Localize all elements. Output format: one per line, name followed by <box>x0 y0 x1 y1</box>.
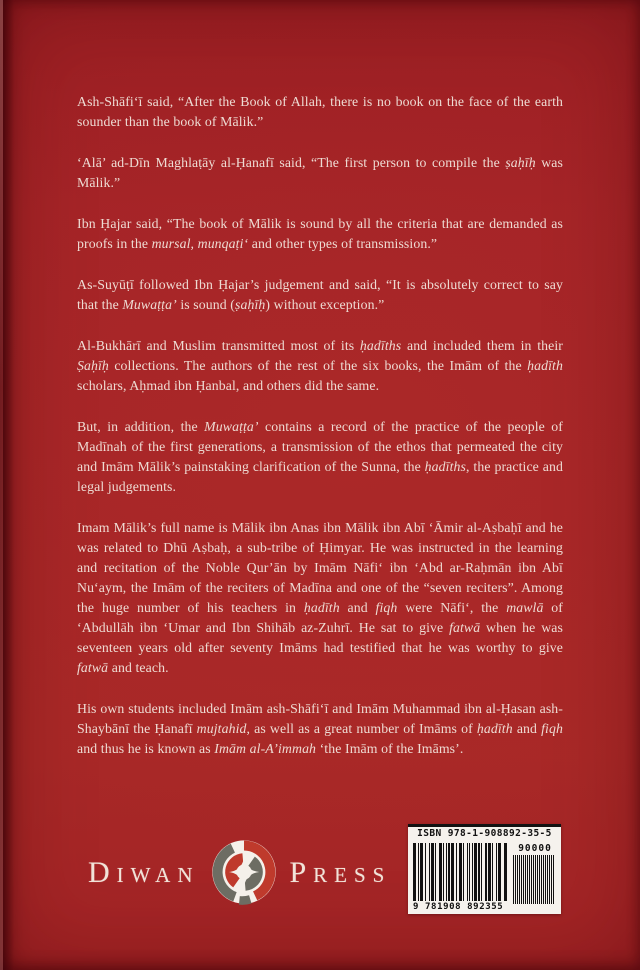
body-paragraph: His own students included Imām ash-Shāfi‘ī and Imām Muhammad ibn al-Ḥasan ash-Shaybānī the Ḥanafī mujtahid, as well as a great number of Imāms of ḥadīth and fiqh and thus he is known as Imām al-A’immah ‘the Imām of the Imāms’. <box>77 701 563 756</box>
publisher-logo <box>88 836 391 910</box>
publisher-name-left: Diwan <box>88 856 200 889</box>
publisher-name-right: Press <box>289 856 392 889</box>
body-paragraph: Al-Bukhārī and Muslim transmitted most of its ḥadīths and included them in their Ṣaḥīḥ collections. The authors of the rest of the six books, the Imām of the ḥadīth scholars, Aḥmad ibn Ḥanbal, and others did the same. <box>77 338 563 393</box>
body-paragraph: Imam Mālik’s full name is Mālik ibn Anas ibn Mālik ibn Abī ‘Āmir al-Aṣbaḥī and he was related to Dhū Aṣbaḥ, a sub-tribe of Ḥimyar. He was instructed in the learning and recitation of the Noble Qur’ān by Imām Nāfi‘ ibn ‘Abd ar-Raḥmān ibn Abī Nu‘aym, the Imām of the reciters of Madīna and one of the “seven reciters”. Among the huge number of his teachers in ḥadīth and fiqh were Nāfi‘, the mawlā of ‘Abdullāh ibn ‘Umar and Ibn Shihāb az-Zuhrī. He sat to give fatwā when he was seventeen years old after seventy Imāms had testified that he was worthy to give fatwā and teach. <box>77 520 563 675</box>
body-paragraph: Ibn Ḥajar said, “The book of Mālik is sound by all the criteria that are demanded as proofs in the mursal, munqaṭi‘ and other types of transmission.” <box>77 216 563 251</box>
body-paragraph: ‘Alā’ ad-Dīn Maghlaṭāy al-Ḥanafī said, “The first person to compile the ṣaḥīḥ was Mālik.” <box>77 155 563 190</box>
supplement-barcode-bars <box>513 855 557 904</box>
ean-digits: 9 781908 892355 <box>413 902 504 912</box>
price-code: 90000 <box>518 843 552 854</box>
spine-edge-highlight <box>0 0 3 970</box>
isbn-number: ISBN 978-1-908892-35-5 <box>417 828 552 839</box>
diwan-press-emblem-icon <box>211 839 277 907</box>
ean-barcode-area <box>413 843 509 912</box>
ean-barcode-bars <box>413 843 509 901</box>
body-paragraph: As-Suyūṭī followed Ibn Ḥajar’s judgement and said, “It is absolutely correct to say that the Muwaṭṭa’ is sound (ṣaḥīḥ) without exception.” <box>77 277 563 312</box>
text-block <box>77 92 563 759</box>
supplement-barcode-area <box>513 843 557 904</box>
spine-edge-shadow <box>3 0 14 970</box>
isbn-barcode <box>408 824 561 914</box>
body-paragraph: Ash-Shāfi‘ī said, “After the Book of Allah, there is no book on the face of the earth sounder than the book of Mālik.” <box>77 94 563 129</box>
body-paragraph: But, in addition, the Muwaṭṭa’ contains a record of the practice of the people of Madīnah of the first generations, a transmission of the ethos that permeated the city and Imām Mālik’s painstaking clarification of the Sunna, the ḥadīths, the practice and legal judgements. <box>77 419 563 494</box>
